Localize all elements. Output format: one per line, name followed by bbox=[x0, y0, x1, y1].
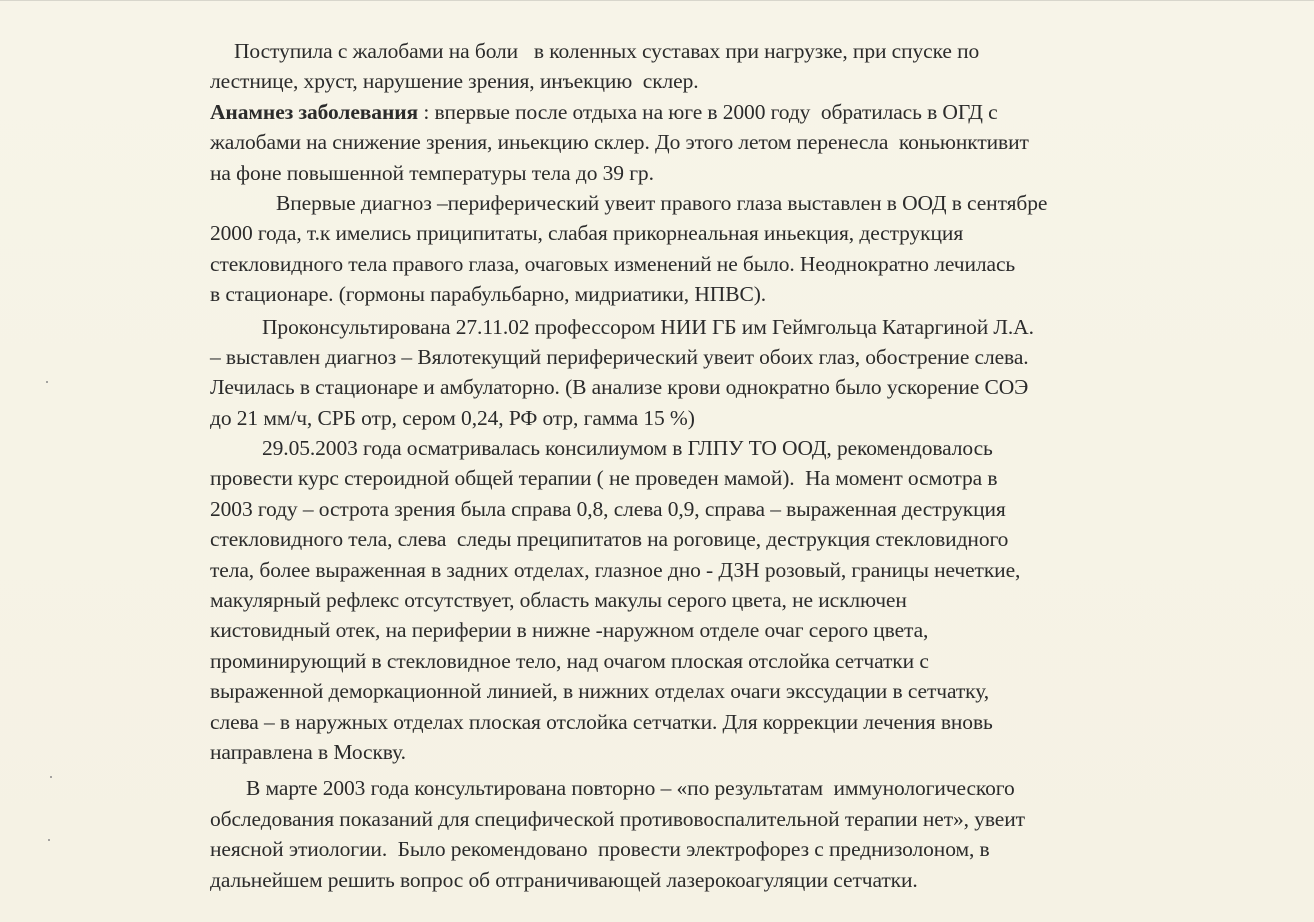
text-line: кистовидный отек, на периферии в нижне -наружном отделе очаг серого цвета, bbox=[210, 618, 929, 643]
text-line: 2000 года, т.к имелись приципитаты, слабая прикорнеальная иньекция, деструкция bbox=[210, 221, 964, 246]
text-line: неясной этиологии. Было рекомендовано провести электрофорез с преднизолоном, в bbox=[210, 837, 990, 862]
paragraph-repeat-consultation bbox=[210, 773, 1270, 895]
text-line: жалобами на снижение зрения, иньекцию склер. До этого летом перенесла коньюнктивит bbox=[210, 130, 1029, 155]
scan-speck bbox=[50, 776, 52, 778]
paragraph-anamnesis bbox=[210, 97, 1270, 188]
paragraph-consultation bbox=[210, 312, 1270, 434]
scan-speck bbox=[46, 381, 48, 383]
text-line: Проконсультирована 27.11.02 профессором НИИ ГБ им Геймгольца Катаргиной Л.А. bbox=[262, 314, 1034, 339]
text-span: : впервые после отдыха на юге в 2000 году обратилась в ОГД с bbox=[418, 99, 998, 124]
text-line: провести курс стероидной общей терапии ( не проведен мамой). На момент осмотра в bbox=[210, 466, 998, 491]
text-line: стекловидного тела правого глаза, очаговых изменений не было. Неоднократно лечилась bbox=[210, 251, 1016, 276]
text-line: стекловидного тела, слева следы преципитатов на роговице, деструкция стекловидного bbox=[210, 527, 1009, 552]
paragraph-complaints bbox=[210, 36, 1270, 97]
text-line: – выставлен диагноз – Вялотекущий периферический увеит обоих глаз, обострение слева. bbox=[210, 344, 1029, 369]
section-heading: Анамнез заболевания bbox=[210, 99, 419, 124]
text-line bbox=[210, 97, 1270, 127]
paragraph-first-diagnosis bbox=[210, 188, 1270, 310]
scan-speck bbox=[48, 839, 50, 841]
text-line: слева – в наружных отделах плоская отслойка сетчатки. Для коррекции лечения вновь bbox=[210, 709, 993, 734]
text-line: в стационаре. (гормоны парабульбарно, мидриатики, НПВС). bbox=[210, 282, 767, 307]
text-line: направлена в Москву. bbox=[210, 739, 406, 764]
text-line: выраженной деморкационной линией, в нижних отделах очаги экссудации в сетчатку, bbox=[210, 679, 989, 704]
text-line: 29.05.2003 года осматривалась консилиумом в ГЛПУ ТО ООД, рекомендовалось bbox=[262, 436, 993, 461]
document-body bbox=[210, 36, 1270, 895]
text-line: В марте 2003 года консультирована повторно – «по результатам иммунологического bbox=[246, 776, 1015, 801]
text-line: Лечилась в стационаре и амбулаторно. (В анализе крови однократно было ускорение СОЭ bbox=[210, 375, 1029, 400]
paragraph-council-exam bbox=[210, 433, 1270, 767]
text-line: на фоне повышенной температуры тела до 39 гр. bbox=[210, 160, 654, 185]
text-line: 2003 году – острота зрения была справа 0,8, слева 0,9, справа – выраженная деструкция bbox=[210, 496, 1006, 521]
text-line: дальнейшем решить вопрос об отграничивающей лазерокоагуляции сетчатки. bbox=[210, 867, 918, 892]
text-line: Впервые диагноз –периферический увеит правого глаза выставлен в ООД в сентябре bbox=[276, 190, 1048, 215]
text-line: обследования показаний для специфической противовоспалительной терапии нет», увеит bbox=[210, 806, 1025, 831]
text-line: до 21 мм/ч, СРБ отр, сером 0,24, РФ отр, гамма 15 %) bbox=[210, 405, 695, 430]
text-line: лестнице, хруст, нарушение зрения, инъекцию склер. bbox=[210, 69, 699, 94]
text-line: проминирующий в стекловидное тело, над очагом плоская отслойка сетчатки с bbox=[210, 648, 929, 673]
text-line: Поступила с жалобами на боли в коленных суставах при нагрузке, при спуске по bbox=[234, 39, 980, 63]
text-line: макулярный рефлекс отсутствует, область макулы серого цвета, не исключен bbox=[210, 588, 907, 613]
text-line: тела, более выраженная в задних отделах, глазное дно - ДЗН розовый, границы нечеткие, bbox=[210, 557, 1021, 582]
